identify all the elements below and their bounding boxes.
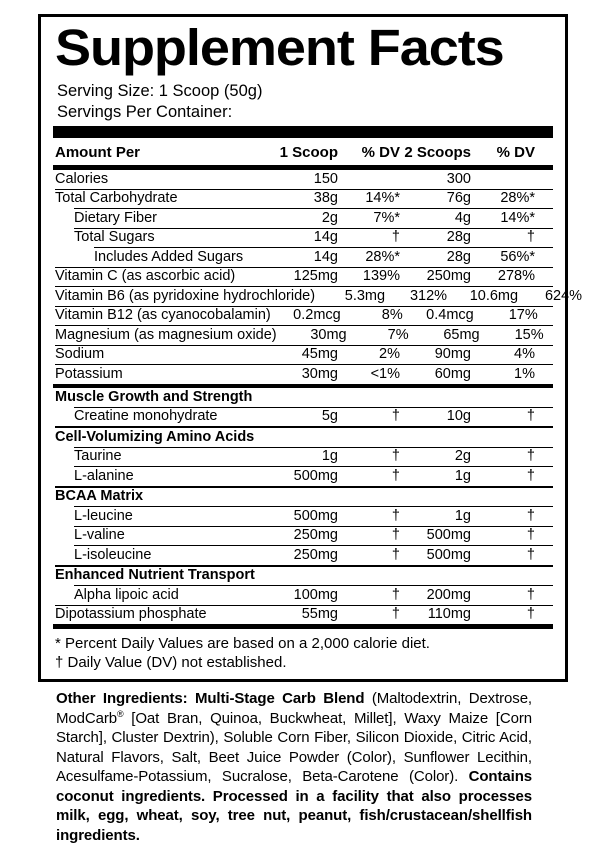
dv-2-scoops: 4% [514,346,535,362]
amount-1-scoop: 30mg [301,365,338,382]
amount-1-scoop: 14g [313,229,338,245]
amount-1-scoop: 150 [313,170,338,187]
column-header-amount-per: Amount Per [55,144,141,161]
amount-1-scoop: 0.2mcg [293,307,341,323]
amount-1-scoop: 1g [321,448,338,464]
amount-2-scoops: 76g [446,190,471,206]
table-row [55,189,553,209]
column-header-1-scoop: 1 Scoop [279,144,338,161]
table-row [55,364,553,384]
nutrient-name: Dipotassium phosphate [55,606,207,622]
supplement-facts-panel [38,14,583,682]
table-row [74,526,553,546]
amount-1-scoop: 30mg [310,326,347,343]
amount-1-scoop: 500mg [293,467,338,484]
footnote-dagger: † Daily Value (DV) not established. [55,654,287,671]
table-row [55,605,553,625]
column-header-dv-1: % DV [361,144,400,161]
amount-2-scoops: 10.6mg [469,287,519,304]
table-row [55,345,553,365]
nutrient-name: Creatine monohydrate [74,408,218,424]
dv-1-scoop: 312% [409,287,448,304]
other-ingredients-bold-text: Contains coconut ingredients. Processed in a facility that also processes milk, egg, wheat, soy, tree nut, peanut, fish/crustacean/shellfish ingredients. [56,768,532,844]
table-row [74,545,553,565]
amount-2-scoops: 250mg [426,268,471,284]
footnote-percent-dv: * Percent Daily Values are based on a 2,000 calorie diet. [55,635,430,652]
dv-1-scoop: 14%* [365,190,400,206]
dv-1-scoop: 2% [379,346,400,362]
amount-1-scoop: 5.3mg [344,287,386,304]
dv-1-scoop: † [391,606,400,622]
dv-2-scoops: † [526,229,535,245]
amount-2-scoops: 1g [454,467,471,484]
amount-2-scoops: 2g [454,448,471,464]
nutrient-group-name: Enhanced Nutrient Transport [55,567,255,583]
dv-2-scoops: 15% [514,326,544,343]
dv-1-scoop: † [391,408,400,424]
dv-2-scoops: 56%* [500,248,535,265]
table-row [74,208,553,228]
table-row [74,447,553,467]
other-ingredients-text: (Maltodextrin, Dextrose, ModCarb [56,690,532,727]
dv-2-scoops: † [526,448,535,464]
nutrient-name: L-valine [74,527,125,543]
table-row [74,585,553,605]
column-header-2-scoops: 2 Scoops [404,144,471,161]
dv-2-scoops: † [526,507,535,524]
nutrient-name: Includes Added Sugars [94,248,244,265]
amount-2-scoops: 10g [446,408,471,424]
dv-2-scoops: 278% [497,268,535,284]
table-row [55,306,553,326]
dv-1-scoop: † [391,448,400,464]
amount-2-scoops: 500mg [426,546,471,563]
amount-2-scoops: 90mg [434,346,471,362]
registered-trademark-symbol: ® [117,708,124,719]
amount-1-scoop: 250mg [293,527,338,543]
nutrient-name: Vitamin B12 (as cyanocobalamin) [55,307,271,323]
dv-1-scoop: † [391,586,400,603]
serving-size-text: Serving Size: 1 Scoop (50g) [57,82,263,100]
dv-1-scoop: 28%* [365,248,400,265]
dv-2-scoops: 1% [514,365,535,382]
amount-2-scoops: 0.4mcg [426,307,474,323]
other-ingredients-text: [Oat Bran, Quinoa, Buckwheat, Millet], Waxy Maize [Corn Starch], Cluster Dextrin), Soluble Corn Fiber, Silicon Dioxide, Citric Acid, Natural Flavors, Salt, Beet Juice Powder (Color), Sunflower Lecithin, Acesulfame-Potassium, Sucralose, Beta-Carotene (Color). [56,709,532,785]
nutrient-name: Magnesium (as magnesium oxide) [55,326,277,343]
amount-1-scoop: 45mg [301,346,338,362]
nutrient-name: L-alanine [74,467,134,484]
dv-1-scoop: 139% [362,268,400,284]
dv-1-scoop: 7% [387,326,409,343]
dv-2-scoops: † [526,546,535,563]
nutrient-name: Sodium [55,346,105,362]
servings-per-container-text: Servings Per Container: [57,102,233,121]
amount-1-scoop: 38g [313,190,338,206]
dv-2-scoops: 28%* [500,190,535,206]
amount-1-scoop: 5g [321,408,338,424]
dv-1-scoop: † [391,546,400,563]
dv-2-scoops: † [526,586,535,603]
nutrient-name: Vitamin B6 (as pyridoxine hydrochloride) [55,287,316,304]
nutrient-name: L-isoleucine [74,546,152,563]
section-header-row [55,565,553,586]
nutrient-name: L-leucine [74,507,133,524]
section-header-row [55,426,553,447]
table-header-row [53,138,553,165]
dv-2-scoops: † [526,408,535,424]
dv-1-scoop: † [391,467,400,484]
nutrient-group-name: Muscle Growth and Strength [55,388,253,405]
section-header-row [55,486,553,507]
nutrient-name: Alpha lipoic acid [74,586,179,603]
nutrient-name: Total Sugars [74,229,155,245]
amount-2-scoops: 1g [454,507,471,524]
dv-1-scoop: † [391,507,400,524]
dv-1-scoop: <1% [370,365,400,382]
nutrient-name: Calories [55,170,109,187]
dv-2-scoops: 624% [544,287,583,304]
amount-2-scoops: 65mg [443,326,480,343]
facts-table-body [53,170,583,624]
amount-2-scoops: 28g [446,229,471,245]
amount-1-scoop: 55mg [301,606,338,622]
dv-2-scoops: † [526,527,535,543]
nutrient-group-name: Cell-Volumizing Amino Acids [55,428,255,445]
amount-2-scoops: 28g [446,248,471,265]
amount-2-scoops: 4g [454,209,471,226]
amount-2-scoops: 500mg [426,527,471,543]
amount-2-scoops: 110mg [427,606,471,622]
table-row [55,286,583,306]
amount-1-scoop: 500mg [293,507,338,524]
nutrient-name: Dietary Fiber [74,209,157,226]
dv-1-scoop: 8% [381,307,403,323]
dv-1-scoop: 7%* [373,209,400,226]
table-row [55,325,553,345]
amount-2-scoops: 60mg [434,365,471,382]
amount-1-scoop: 14g [313,248,338,265]
amount-2-scoops: 200mg [426,586,471,603]
amount-1-scoop: 125mg [293,268,338,284]
table-row [55,170,553,189]
dv-1-scoop: † [391,229,400,245]
dv-2-scoops: 14%* [500,209,535,226]
amount-1-scoop: 100mg [293,586,338,603]
other-ingredients-paragraph [56,689,532,845]
nutrient-name: Vitamin C (as ascorbic acid) [55,268,236,284]
dv-1-scoop: † [391,527,400,543]
table-row [55,267,553,287]
table-row [74,466,553,486]
table-row [74,228,553,248]
nutrient-name: Potassium [55,365,123,382]
table-row [74,506,553,526]
dv-2-scoops: 17% [508,307,538,323]
nutrient-name: Taurine [74,448,122,464]
divider-bar-thick [53,126,553,138]
table-row [94,247,553,267]
nutrient-group-name: BCAA Matrix [55,488,144,504]
amount-1-scoop: 250mg [293,546,338,563]
section-header-row [55,388,553,407]
table-row [74,407,553,427]
footnotes [53,629,553,672]
dv-2-scoops: † [526,467,535,484]
column-header-dv-2: % DV [496,144,535,161]
dv-2-scoops: † [526,606,535,622]
panel-title: Supplement Facts [55,19,504,76]
amount-2-scoops: 300 [446,170,471,187]
amount-1-scoop: 2g [321,209,338,226]
other-ingredients-bold-text: Other Ingredients: Multi-Stage Carb Blend [56,690,365,707]
nutrient-name: Total Carbohydrate [55,190,178,206]
